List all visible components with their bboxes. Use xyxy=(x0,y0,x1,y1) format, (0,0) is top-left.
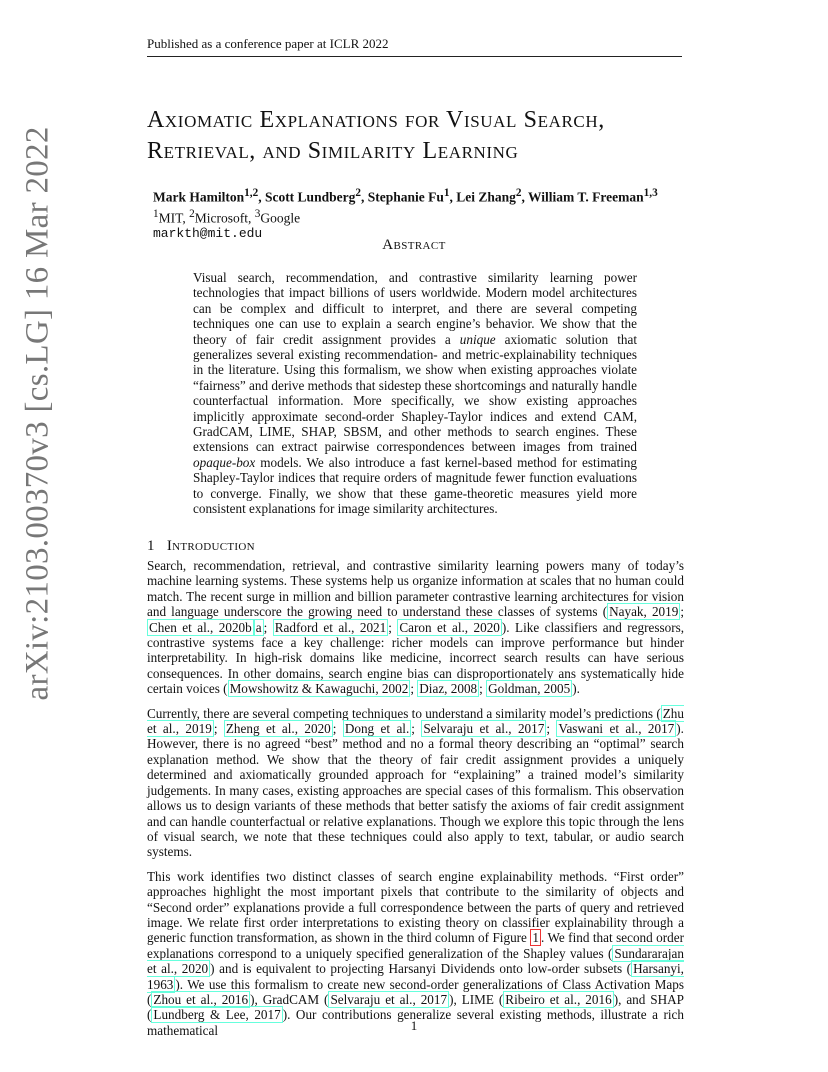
author-names: Mark Hamilton$^{1,2}$, Scott Lundberg$^2$, Stephanie Fu$^1$, Lei Zhang$^2$, William T. Freeman$^{1,3}$ xyxy=(153,187,658,205)
citation-link[interactable]: Diaz, 2008 xyxy=(419,681,478,697)
citation-link[interactable]: Dong et al. xyxy=(344,721,410,737)
affil-text: MIT, xyxy=(158,210,190,225)
section-title: Introduction xyxy=(166,538,255,554)
paragraph-1 xyxy=(147,558,684,697)
citation-link[interactable]: Caron et al., 2020 xyxy=(399,619,500,635)
author-name: Stephanie Fu xyxy=(367,189,444,205)
text-span: . We find that second order explanations correspond to a uniquely specified generalization of the Shapley values ( xyxy=(147,930,685,961)
text-span: ; xyxy=(410,681,418,697)
text-span: This work identifies two distinct classes of search engine explainability methods. “First order” approaches highlight the most important pixels that contribute to the similarity of objects and “Second order” explanations provide a full correspondence between the parts of query and retrieved image. We relate first order interpretations to existing theory on classifier explainability through a generic function transformation, as shown in the third column of Figure xyxy=(147,868,684,946)
text-span: ; xyxy=(388,619,398,635)
abstract-heading: Abstract xyxy=(382,237,446,253)
arxiv-identifier[interactable]: arXiv:2103.00370v3 [cs.LG] 16 Mar 2022 xyxy=(19,126,56,701)
affil-sup: 2 xyxy=(189,207,195,220)
author-affil-sup: 2 xyxy=(515,187,522,199)
affil-text: Microsoft, xyxy=(194,210,255,225)
abstract-emphasis: opaque-box xyxy=(193,454,256,470)
text-span: Currently, there are several competing techniques to understand a similarity model’s predictions ( xyxy=(147,705,661,721)
running-header: Published as a conference paper at ICLR 2022 xyxy=(147,36,682,57)
section-heading-introduction xyxy=(147,538,255,555)
text-span: ). Our contributions generalize several existing methods, illustrate a rich mathematical xyxy=(147,1007,684,1038)
author-name: Mark Hamilton xyxy=(153,189,245,205)
paragraph-2 xyxy=(147,706,684,860)
text-span: ). Like classifiers and regressors, contrastive systems face a key challenge: richer models can improve performance but hinder interpretability. In high-risk domains like medicine, incorrect search results can have serious consequences. In other domains, search engine bias can disproportionately ans systematically hide certain voices ( xyxy=(147,619,685,697)
author-name: Scott Lundberg xyxy=(264,189,356,205)
text-span: ; xyxy=(332,721,343,737)
text-span: ), and SHAP ( xyxy=(147,991,685,1023)
page-number: 1 xyxy=(410,1018,418,1033)
affil-sup: 3 xyxy=(254,207,261,220)
citation-link[interactable]: a xyxy=(255,619,262,635)
abstract-emphasis: unique xyxy=(459,331,496,347)
author-email[interactable]: markth@mit.edu xyxy=(153,226,263,241)
text-span: ; xyxy=(479,681,487,697)
citation-link[interactable]: Goldman, 2005 xyxy=(488,681,571,697)
citation-link[interactable]: Selvaraju et al., 2017 xyxy=(423,721,545,737)
section-number: 1 xyxy=(147,538,155,554)
citation-link[interactable]: Radford et al., 2021 xyxy=(274,619,387,635)
author-affil-sup: 1,3 xyxy=(643,187,658,199)
text-span: ), LIME ( xyxy=(449,991,504,1007)
citation-link[interactable]: Nayak, 2019 xyxy=(609,604,679,620)
citation-link[interactable]: Vaswani et al., 2017 xyxy=(558,721,675,737)
citation-link[interactable]: Sundararajan et al., 2020 xyxy=(147,945,684,977)
author-affil-sup: 1,2 xyxy=(244,187,259,199)
text-span: ; xyxy=(263,619,273,635)
abstract-span: models. We also introduce a fast kernel-based method for estimating Shapley-Taylor indices that require orders of magnitude fewer function evaluations to converge. Finally, we show that these game-theoretic measures yield more consistent explanations for image similarity architectures. xyxy=(193,454,637,517)
text-span: ). xyxy=(572,681,580,697)
author-affil-sup: 1 xyxy=(443,187,450,199)
citation-link[interactable]: Zheng et al., 2020 xyxy=(225,721,331,737)
paper-title xyxy=(147,105,707,167)
abstract-span: Visual search, recommendation, and contrastive similarity learning power technologies that impact billions of users worldwide. Modern model architectures can be complex and difficult to interpret, and there are several competing techniques one can use to explain a search engine’s behavior. We show that the theory of fair credit assignment provides a xyxy=(193,270,637,347)
citation-link[interactable]: Zhu et al., 2019 xyxy=(147,705,684,737)
text-span: ; xyxy=(213,721,224,737)
author-block xyxy=(153,185,658,242)
arxiv-sidebar xyxy=(16,126,60,701)
citation-link[interactable]: Chen et al., 2020b xyxy=(149,619,252,635)
figure-link[interactable]: 1 xyxy=(532,930,539,946)
citation-link[interactable]: Mowshowitz & Kawaguchi, 2002 xyxy=(229,681,409,697)
citation-link[interactable]: Ribeiro et al., 2016 xyxy=(505,991,612,1007)
title-line-1: Axiomatic Explanations for Visual Search, xyxy=(147,107,605,133)
text-span: ; xyxy=(680,604,684,620)
text-span: ; xyxy=(546,721,557,737)
text-span: ). However, there is no agreed “best” method and no a formal theory describing an “optimal” search explanation method. We show that the theory of fair credit assignment provides a uniquely determined and axiomatically grounded approach for “explaining” a trained model’s similarity judgements. In many cases, existing approaches are special cases of this formalism. This observation allows us to design variants of these methods that better satisfy the axioms of fair credit assignment and can handle counterfactual or relative explanations. Though we explore this topic through the lens of visual search, we note that these techniques could also apply to text, tabular, or audio search systems. xyxy=(147,721,684,860)
author-affil-sup: 2 xyxy=(355,187,361,199)
citation-link[interactable]: Lundberg & Lee, 2017 xyxy=(153,1007,281,1023)
text-span: ) and is equivalent to projecting Harsanyi Dividends onto low-order subsets ( xyxy=(210,961,632,977)
abstract-span: axiomatic solution that generalizes several existing recommendation- and metric-explainability techniques in the literature. Using this formalism, we show when existing approaches violate “fairness” and derive methods that sidestep these shortcomings and naturally handle counterfactual information. More specifically, we show existing approaches implicitly approximate second-order Shapley-Taylor indices and extend CAM, GradCAM, LIME, SHAP, SBSM, and other methods to search engines. These extensions can extract pairwise correspondences between images from trained xyxy=(193,331,637,455)
abstract-text xyxy=(193,270,637,517)
affil-text: Google xyxy=(260,210,301,225)
citation-link[interactable]: Selvaraju et al., 2017 xyxy=(330,991,448,1007)
paragraph-3 xyxy=(147,869,684,1038)
affiliations xyxy=(153,206,658,227)
introduction-body xyxy=(147,558,684,1047)
text-span: Search, recommendation, retrieval, and contrastive similarity learning powers many of today’s machine learning systems. These systems help us organize information at scales that no human could match. The recent surge in million and billion parameter contrastive learning architectures for vision and language underscore the growing need to understand these classes of systems ( xyxy=(147,558,684,620)
text-span: ). We use this formalism to create new second-order generalizations of Class Activation Maps ( xyxy=(147,976,684,1007)
text-span: ; xyxy=(411,721,422,737)
affil-sup: 1 xyxy=(153,207,159,220)
author-name: Lei Zhang xyxy=(456,189,516,205)
citation-link[interactable]: Harsanyi, 1963 xyxy=(147,961,684,992)
citation-link[interactable]: Zhou et al., 2016 xyxy=(153,991,249,1007)
text-span: ), GradCAM ( xyxy=(250,991,329,1007)
title-line-2: Retrieval, and Similarity Learning xyxy=(147,138,519,164)
author-name: William T. Freeman xyxy=(528,189,644,205)
